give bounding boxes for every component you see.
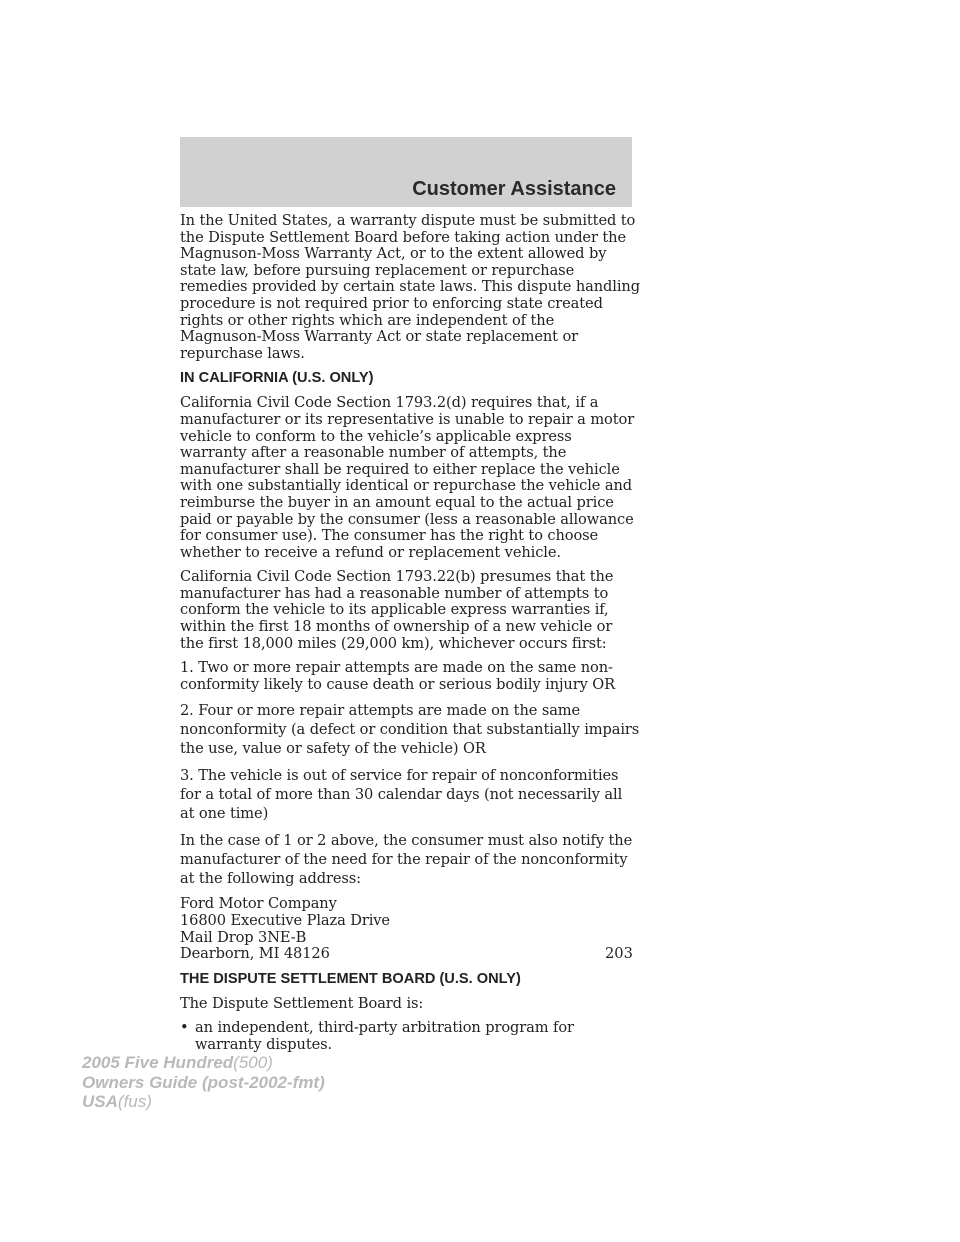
address-line-3: Mail Drop 3NE-B (180, 928, 307, 946)
dispute-board-heading: THE DISPUTE SETTLEMENT BOARD (U.S. ONLY) (180, 970, 521, 987)
footer-line-3 (82, 1092, 325, 1112)
page-number: 203 (605, 945, 633, 962)
presumption-paragraph: California Civil Code Section 1793.22(b) presumes that the manufacturer has had a reasonable number of attempts to conform the vehicle to its applicable express warranties if, within the first 18 months of ownership of a new vehicle or the first 18,000 miles (29,000 km), whichever occurs first: (180, 568, 614, 652)
notify-paragraph: In the case of 1 or 2 above, the consumer must also notify the manufacturer of the need for the repair of the nonconformity at the following address: (180, 832, 633, 888)
page-content (180, 213, 640, 1054)
address-line-1: Ford Motor Company (180, 895, 337, 913)
footer-line-2: Owners Guide (post-2002-fmt) (82, 1072, 325, 1092)
footer-market: USA (82, 1092, 118, 1111)
list-item-1: 1. Two or more repair attempts are made on the same non-conformity likely to cause death or serious bodily injury OR (180, 659, 616, 693)
list-item-3: 3. The vehicle is out of service for repair of nonconformities for a total of more than 30 calendar days (not necessarily all at one time) (180, 767, 623, 823)
document-footer (82, 1053, 325, 1112)
list-item-2: 2. Four or more repair attempts are made on the same nonconformity (a defect or condition that substantially impairs the use, value or safety of the vehicle) OR (180, 702, 640, 758)
california-code-paragraph: California Civil Code Section 1793.2(d) requires that, if a manufacturer or its representative is unable to repair a motor vehicle to conform to the vehicle’s applicable express warranty after a reasonable number of attempts, the manufacturer shall be required to either replace the vehicle with one substantially identical or repurchase the vehicle and reimburse the buyer in an amount equal to the actual price paid or payable by the consumer (less a reasonable allowance for consumer use). The consumer has the right to choose whether to receive a refund or replacement vehicle. (180, 394, 635, 561)
footer-line-1 (82, 1053, 325, 1073)
footer-model-code: (500) (233, 1053, 273, 1072)
mailing-address (180, 896, 640, 962)
list-item (180, 1020, 640, 1053)
dispute-board-intro: The Dispute Settlement Board is: (180, 994, 424, 1012)
section-title: Customer Assistance (412, 178, 616, 200)
footer-market-code: (fus) (117, 1092, 152, 1111)
bullet-text: an independent, third-party arbitration program for warranty disputes. (195, 1019, 574, 1053)
california-heading: IN CALIFORNIA (U.S. ONLY) (180, 370, 374, 387)
footer-model: 2005 Five Hundred (82, 1053, 234, 1072)
bullet-icon: • (180, 1019, 189, 1037)
address-line-2: 16800 Executive Plaza Drive (180, 912, 390, 930)
section-header-band (180, 137, 632, 207)
intro-paragraph: In the United States, a warranty dispute must be submitted to the Dispute Settlement Board before taking action under the Magnuson-Moss Warranty Act, or to the extent allowed by state law, before pursuing replacement or repurchase remedies provided by certain state laws. This dispute handling procedure is not required prior to enforcing state created rights or other rights which are independent of the Magnuson-Moss Warranty Act or state replacement or repurchase laws. (180, 212, 640, 362)
address-line-4: Dearborn, MI 48126 (180, 945, 330, 963)
